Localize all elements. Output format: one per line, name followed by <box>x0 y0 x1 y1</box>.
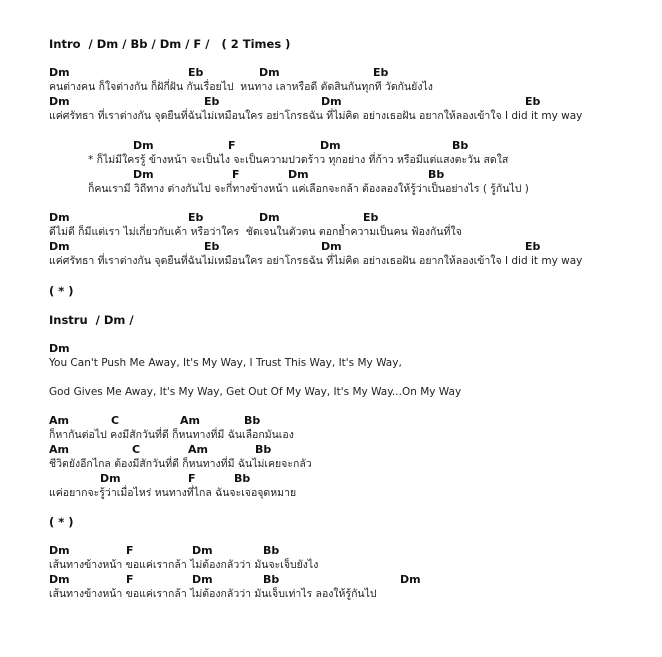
chord: Eb <box>188 211 204 224</box>
chord: F <box>126 573 134 586</box>
lyric-line: แค่ศรัทธา ที่เราต่างกัน จุดยืนที่ฉันไม่เหมือนใคร อย่าโกรธฉัน ที่ไม่คิด อย่างเธอฝัน อยากให้ลองเข้าใจ I did it my way <box>49 110 583 122</box>
chord: Dm <box>133 139 154 152</box>
intro-heading: Intro / Dm / Bb / Dm / F / ( 2 Times ) <box>49 37 291 51</box>
chord: Eb <box>525 240 541 253</box>
chord: C <box>132 443 141 456</box>
chord: Dm <box>49 342 70 355</box>
chord: Bb <box>263 573 280 586</box>
chord: Dm <box>192 544 213 557</box>
lyric-line: แค่ศรัทธา ที่เราต่างกัน จุดยืนที่ฉันไม่เหมือนใคร อย่าโกรธฉัน ที่ไม่คิด อย่างเธอฝัน อยากให้ลองเข้าใจ I did it my way <box>49 255 583 267</box>
lyric-line: God Gives Me Away, It's My Way, Get Out Of My Way, It's My Way...On My Way <box>49 386 462 398</box>
chord: Dm <box>49 66 70 79</box>
lyric-line: คนต่างคน ก็ใจต่างกัน ก็ฝักี่ฝัน กันเรื่อยไป หนทาง เลาหรือดี ตัดสินกันทุกที วัดกันยังไง <box>49 81 433 93</box>
chord: Bb <box>263 544 280 557</box>
chord: Eb <box>188 66 204 79</box>
chord: Bb <box>428 168 445 181</box>
chord: Bb <box>452 139 469 152</box>
chord: Dm <box>259 211 280 224</box>
lyric-line: เส้นทางข้างหน้า ขอแค่เรากล้า ไม่ต้องกลัวว่า มันจะเจ็บยังไง <box>49 559 319 571</box>
chord: Am <box>49 443 69 456</box>
chord: F <box>232 168 240 181</box>
chord: Eb <box>204 95 220 108</box>
chord: Dm <box>100 472 121 485</box>
chord: F <box>126 544 134 557</box>
chord: Eb <box>525 95 541 108</box>
chord: Dm <box>288 168 309 181</box>
chord: Bb <box>244 414 261 427</box>
chord: Dm <box>321 95 342 108</box>
lyric-line: ชีวิตยังอีกไกล ต้องมีสักวันที่ดี ก็หนทางที่มี ฉันไม่เคยจะกลัว <box>49 458 312 470</box>
lyric-line: ดีไม่ดี ก็มีแต่เรา ไม่เกี่ยวกับเค้า หรือว่าใคร ชัดเจนในตัวตน ตอกย้ำความเป็นคน ฟ้องกันที่ใจ <box>49 226 462 238</box>
chord: Dm <box>49 573 70 586</box>
lyric-line: เส้นทางข้างหน้า ขอแค่เรากล้า ไม่ต้องกลัวว่า มันเจ็บเท่าไร ลองให้รู้กันไป <box>49 588 377 600</box>
chord: Eb <box>363 211 379 224</box>
lyric-line: You Can't Push Me Away, It's My Way, I Trust This Way, It's My Way, <box>49 357 402 369</box>
lyric-line: * ก็ไม่มีใครรู้ ข้างหน้า จะเป็นไง จะเป็นความปวดร้าว ทุกอย่าง ที่ก้าว หรือมีแต่แสงตะวัน สดใส <box>88 154 509 166</box>
chord: Bb <box>255 443 272 456</box>
lyric-line: ก็คนเรามี วิถีทาง ต่างกันไป จะกี่ทางข้างหน้า แค่เลือกจะกล้า ต้องลองให้รู้ว่าเป็นอย่างไร ( รู้กันไป ) <box>88 183 529 195</box>
chord: Dm <box>49 240 70 253</box>
chord: Dm <box>320 139 341 152</box>
chord: Dm <box>400 573 421 586</box>
chord: Dm <box>259 66 280 79</box>
repeat-marker: ( * ) <box>49 284 74 298</box>
chord: F <box>188 472 196 485</box>
chord: Eb <box>204 240 220 253</box>
chord: Dm <box>49 211 70 224</box>
chord: Dm <box>321 240 342 253</box>
repeat-marker: ( * ) <box>49 515 74 529</box>
lyric-line: แค่อยากจะรู้ว่าเมื่อไหร่ หนทางที่ไกล ฉันจะเจอจุดหมาย <box>49 487 297 499</box>
chord: Am <box>49 414 69 427</box>
instrumental-heading: Instru / Dm / <box>49 313 134 327</box>
chord: F <box>228 139 236 152</box>
chord: Bb <box>234 472 251 485</box>
chord: Dm <box>49 544 70 557</box>
chord: Am <box>180 414 200 427</box>
chord: Eb <box>373 66 389 79</box>
chord: Am <box>188 443 208 456</box>
chord: C <box>111 414 120 427</box>
lyric-line: ก็หากันต่อไป คงมีสักวันที่ดี ก็หนทางที่มี ฉันเลือกมันเอง <box>49 429 294 441</box>
chord: Dm <box>192 573 213 586</box>
chord: Dm <box>49 95 70 108</box>
chord: Dm <box>133 168 154 181</box>
